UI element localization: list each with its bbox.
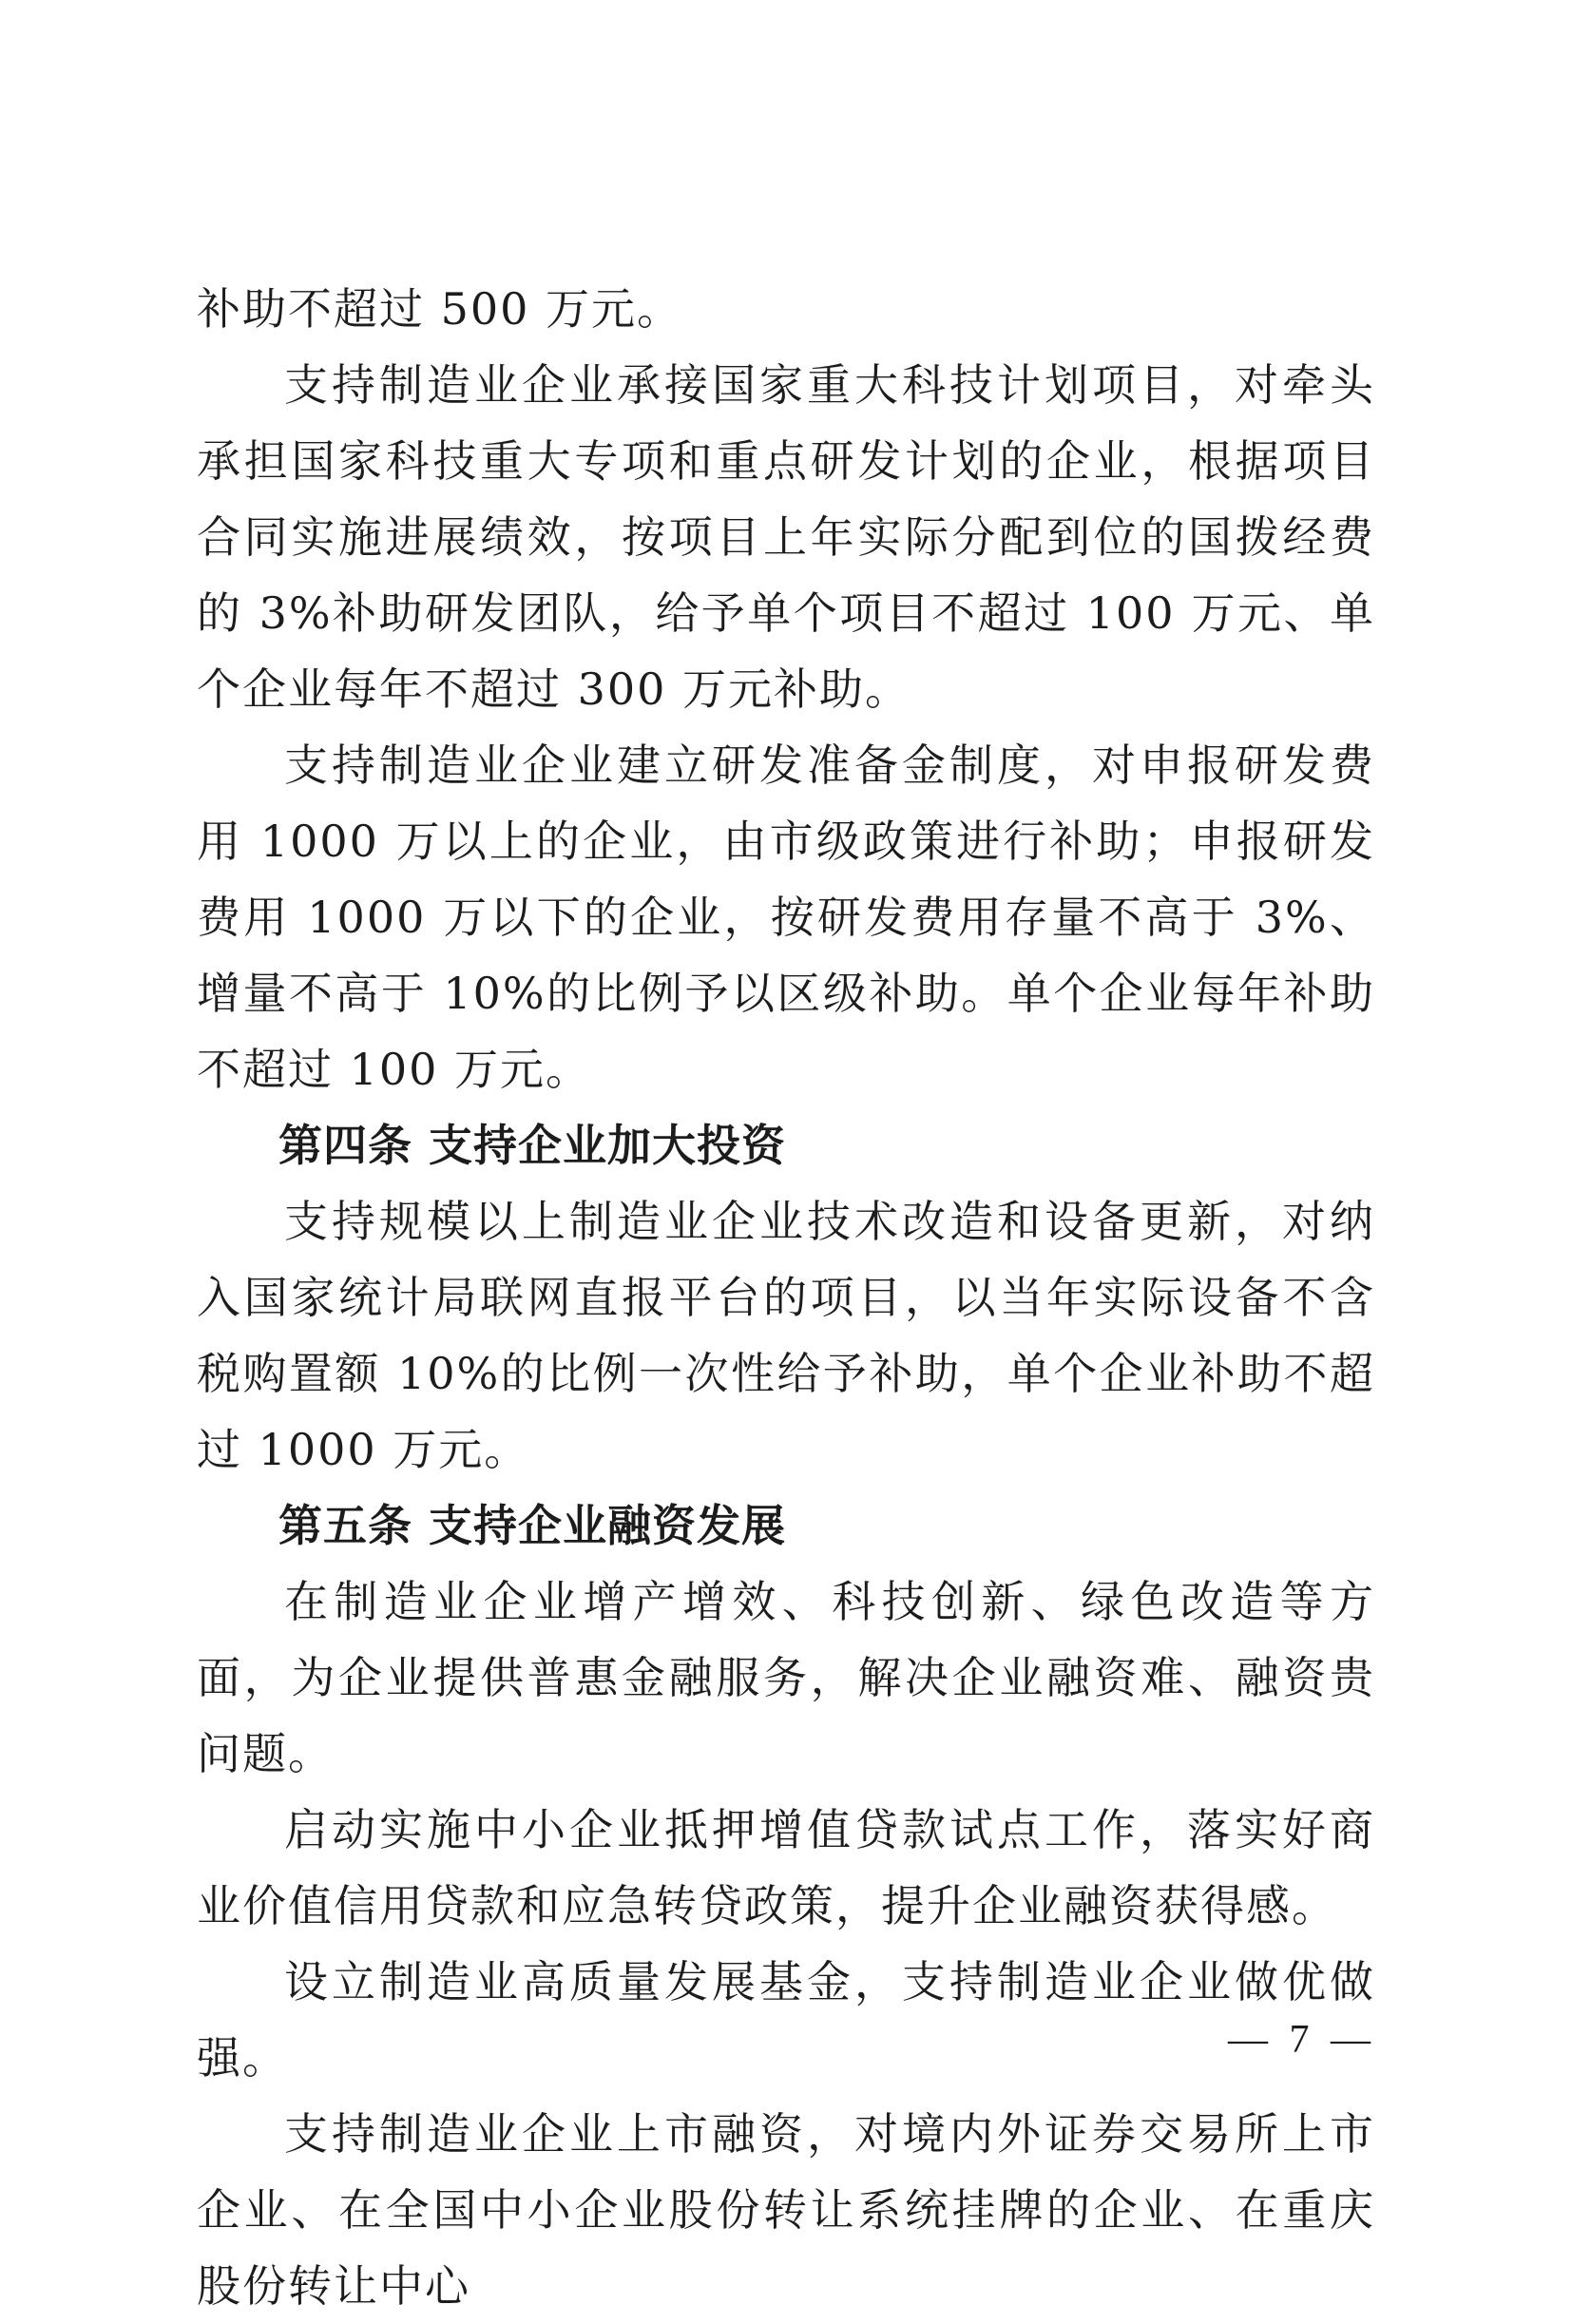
document-body [197,271,1375,2324]
paragraph-listing-financing: 支持制造业企业上市融资，对境内外证券交易所上市企业、在全国中小企业股份转让系统挂牌的企业、在重庆股份转让中心 [197,2108,1375,2312]
paragraph-continuation: 补助不超过 500 万元。 [197,283,683,335]
paragraph-financial-services: 在制造业企业增产增效、科技创新、绿色改造等方面，为企业提供普惠金融服务，解决企业融资难、融资贵问题。 [197,1576,1375,1779]
paragraph-research-projects: 支持制造业企业承接国家重大科技计划项目，对牵头承担国家科技重大专项和重点研发计划的企业，根据项目合同实施进展绩效，按项目上年实际分配到位的国拨经费的 3%补助研发团队，给予单个项目不超过 100 万元、单个企业每年不超过 300 万元补助。 [197,359,1375,715]
page-number: — 7 — [1228,2018,1376,2062]
paragraph-loan-pilot: 启动实施中小企业抵押增值贷款试点工作，落实好商业价值信用贷款和应急转贷政策，提升企业融资获得感。 [197,1804,1375,1931]
heading-article-4: 第四条 支持企业加大投资 [278,1120,787,1171]
heading-article-5: 第五条 支持企业融资发展 [278,1500,787,1551]
paragraph-investment: 支持规模以上制造业企业技术改造和设备更新，对纳入国家统计局联网直报平台的项目，以当年实际设备不含税购置额 10%的比例一次性给予补助，单个企业补助不超过 1000 万元。 [197,1196,1375,1475]
paragraph-rd-reserve: 支持制造业企业建立研发准备金制度，对申报研发费用 1000 万以上的企业，由市级政策进行补助；申报研发费用 1000 万以下的企业，按研发费用存量不高于 3%、增量不高于 10%的比例予以区级补助。单个企业每年补助不超过 100 万元。 [197,739,1375,1095]
paragraph-development-fund: 设立制造业高质量发展基金，支持制造业企业做优做强。 [197,1956,1375,2084]
